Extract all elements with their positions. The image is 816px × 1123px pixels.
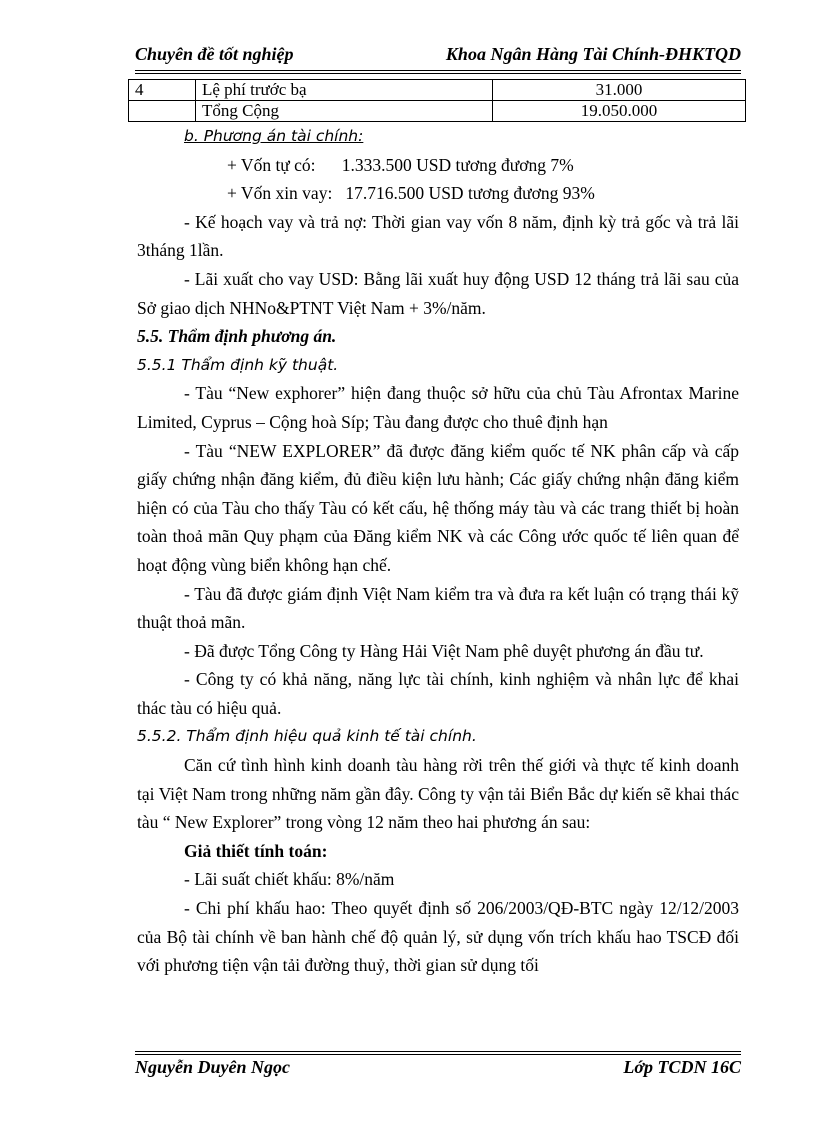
tech-point-4: - Đã được Tổng Công ty Hàng Hải Việt Nam phê duyệt phương án đầu tư.	[184, 640, 704, 661]
table-cell-amount: 19.050.000	[493, 101, 746, 122]
tech-point-5: - Công ty có khả năng, năng lực tài chính, kinh nghiệm và nhân lực để khai thác tàu có hiệu quả.	[137, 669, 739, 718]
finance-heading: b. Phương án tài chính:	[184, 127, 364, 145]
table-cell-item: Tổng Cộng	[196, 101, 493, 122]
section-5-5-heading: 5.5. Thẩm định phương án.	[137, 326, 337, 347]
tech-point-2: - Tàu “NEW EXPLORER” đã được đăng kiểm quốc tế NK phân cấp và cấp giấy chứng nhận đăng kiểm, đủ điều kiện lưu hành; Các giấy chứng nhận đăng kiểm hiện có của Tàu cho thấy Tàu có kết cấu, hệ thống máy tàu và các trang thiết bị hoàn toàn thoả mãn Quy phạm của Đăng kiểm NK và các Công ước quốc tế liên quan để hoạt động vùng biển không hạn chế.	[137, 440, 739, 575]
tech-point-3: - Tàu đã được giám định Việt Nam kiểm tra và đưa ra kết luận có trạng thái kỹ thuật thoả mãn.	[137, 583, 739, 633]
document-body	[137, 122, 739, 980]
own-capital: + Vốn tự có: 1.333.500 USD tương đương 7%	[227, 154, 574, 175]
interest-rate: - Lãi xuất cho vay USD: Bằng lãi xuất huy động USD 12 tháng trả lãi sau của Sở giao dịch NHNo&PTNT Việt Nam + 3%/năm.	[137, 268, 739, 318]
header-rule-top	[135, 70, 741, 71]
table-cell-no	[129, 101, 196, 122]
assumptions-heading: Giả thiết tính toán:	[184, 840, 328, 861]
section-5-5-2-heading: 5.5.2. Thẩm định hiệu quả kinh tế tài chính.	[137, 727, 477, 746]
table-cell-item: Lệ phí trước bạ	[196, 80, 493, 101]
header-rule-bottom	[135, 73, 741, 74]
table-cell-amount: 31.000	[493, 80, 746, 101]
depreciation: - Chi phí khấu hao: Theo quyết định số 206/2003/QĐ-BTC ngày 12/12/2003 của Bộ tài chính về ban hành chế độ quản lý, sử dụng vốn trích khấu hao TSCĐ đối với phương tiện vận tải đường thuỷ, thời gian sử dụng tối	[137, 898, 739, 976]
header-left: Chuyên đề tốt nghiệp	[135, 44, 294, 64]
table-cell-no: 4	[129, 80, 196, 101]
table-row	[129, 80, 746, 101]
footer-right: Lớp TCDN 16C	[623, 1057, 741, 1077]
header-right: Khoa Ngân Hàng Tài Chính-ĐHKTQD	[445, 44, 741, 64]
econ-intro: Căn cứ tình hình kinh doanh tàu hàng rời trên thế giới và thực tế kinh doanh tại Việt Nam trong những năm gần đây. Công ty vận tải Biển Bắc dự kiến sẽ khai thác tàu “ New Explorer” trong vòng 12 năm theo hai phương án sau:	[137, 755, 739, 833]
discount-rate: - Lãi suất chiết khấu: 8%/năm	[184, 869, 395, 890]
tech-point-1: - Tàu “New exphorer” hiện đang thuộc sở hữu của chủ Tàu Afrontax Marine Limited, Cyprus – Cộng hoà Síp; Tàu đang được cho thuê định hạn	[137, 383, 739, 432]
page-header	[135, 44, 741, 70]
footer-left: Nguyễn Duyên Ngọc	[135, 1057, 290, 1077]
footer-rule-top	[135, 1051, 741, 1052]
table-row	[129, 101, 746, 122]
loan-capital: + Vốn xin vay: 17.716.500 USD tương đương 93%	[227, 183, 595, 204]
loan-plan: - Kế hoạch vay và trả nợ: Thời gian vay vốn 8 năm, định kỳ trả gốc và trả lãi 3tháng 1lần.	[137, 211, 739, 261]
cost-table	[128, 79, 746, 122]
footer-rule-bottom	[135, 1054, 741, 1055]
section-5-5-1-heading: 5.5.1 Thẩm định kỹ thuật.	[137, 355, 339, 374]
page-footer	[135, 1057, 741, 1083]
